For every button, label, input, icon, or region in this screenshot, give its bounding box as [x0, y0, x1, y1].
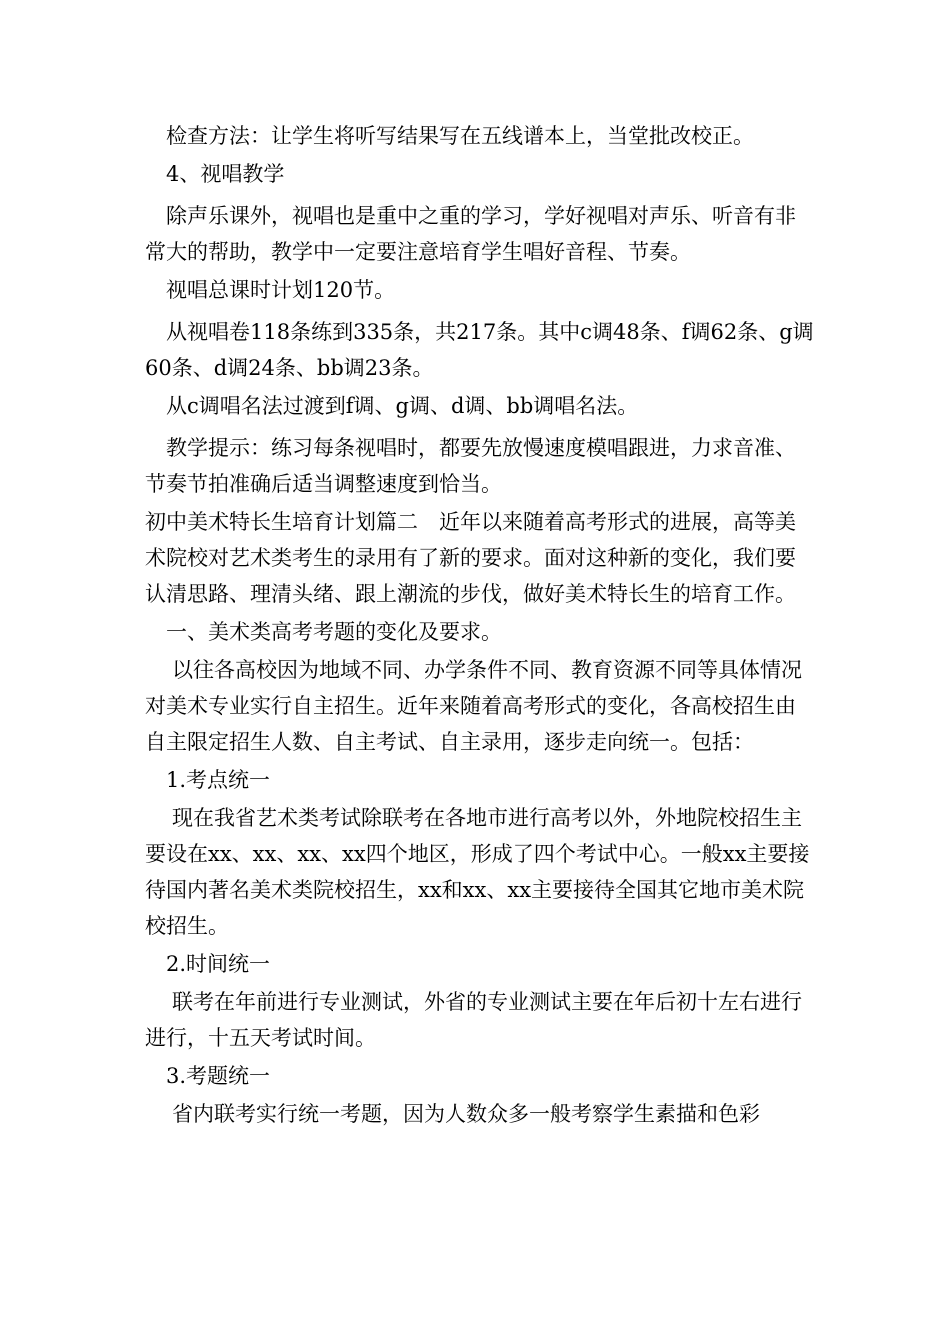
- paragraph-unified-questions: 省内联考实行统一考题，因为人数众多一般考察学生素描和色彩: [172, 1102, 760, 1126]
- paragraph-admission-history: 以往各高校因为地域不同、办学条件不同、教育资源不同等具体情况对美术专业实行自主招生。近年来随着高考形式的变化，各高校招生由自主限定招生人数、自主考试、自主录用，逐步走向统一。包括：: [145, 658, 802, 754]
- paragraph-check-method: 检查方法：让学生将听写结果写在五线谱本上，当堂批改校正。: [166, 124, 754, 148]
- paragraph-exercise-count: 从视唱卷118条练到335条，共217条。其中c调48条、f调62条、g调60条、d调24条、bb调23条。: [145, 320, 814, 380]
- paragraph-total-hours: 视唱总课时计划120节。: [166, 278, 396, 302]
- paragraph-key-transition: 从c调唱名法过渡到f调、g调、d调、bb调唱名法。: [166, 394, 639, 418]
- heading-exam-site-unified: 1.考点统一: [166, 768, 271, 792]
- paragraph-exam-timing: 联考在年前进行专业测试，外省的专业测试主要在年后初十左右进行进行，十五天考试时间。: [145, 990, 802, 1050]
- paragraph-exam-centers: 现在我省艺术类考试除联考在各地市进行高考以外，外地院校招生主要设在xx、xx、xx、xx四个地区，形成了四个考试中心。一般xx主要接待国内著名美术类院校招生，xx和xx、xx主要接待全国其它地市美术院校招生。: [145, 806, 810, 938]
- heading-sight-singing: 4、视唱教学: [166, 162, 285, 186]
- heading-time-unified: 2.时间统一: [166, 952, 271, 976]
- heading-questions-unified: 3.考题统一: [166, 1064, 271, 1088]
- heading-exam-changes: 一、美术类高考考题的变化及要求。: [166, 620, 502, 644]
- document-body: [145, 118, 815, 1132]
- paragraph-teaching-tip: 教学提示：练习每条视唱时，都要先放慢速度模唱跟进，力求音准、节奏节拍准确后适当调整速度到恰当。: [145, 436, 796, 496]
- paragraph-plan-two-intro: 初中美术特长生培育计划篇二 近年以来随着高考形式的进展，高等美术院校对艺术类考生的录用有了新的要求。面对这种新的变化，我们要认清思路、理清头绪、跟上潮流的步伐，做好美术特长生的培育工作。: [145, 510, 796, 606]
- paragraph-sight-singing-intro: 除声乐课外，视唱也是重中之重的学习，学好视唱对声乐、听音有非常大的帮助，教学中一定要注意培育学生唱好音程、节奏。: [145, 204, 796, 264]
